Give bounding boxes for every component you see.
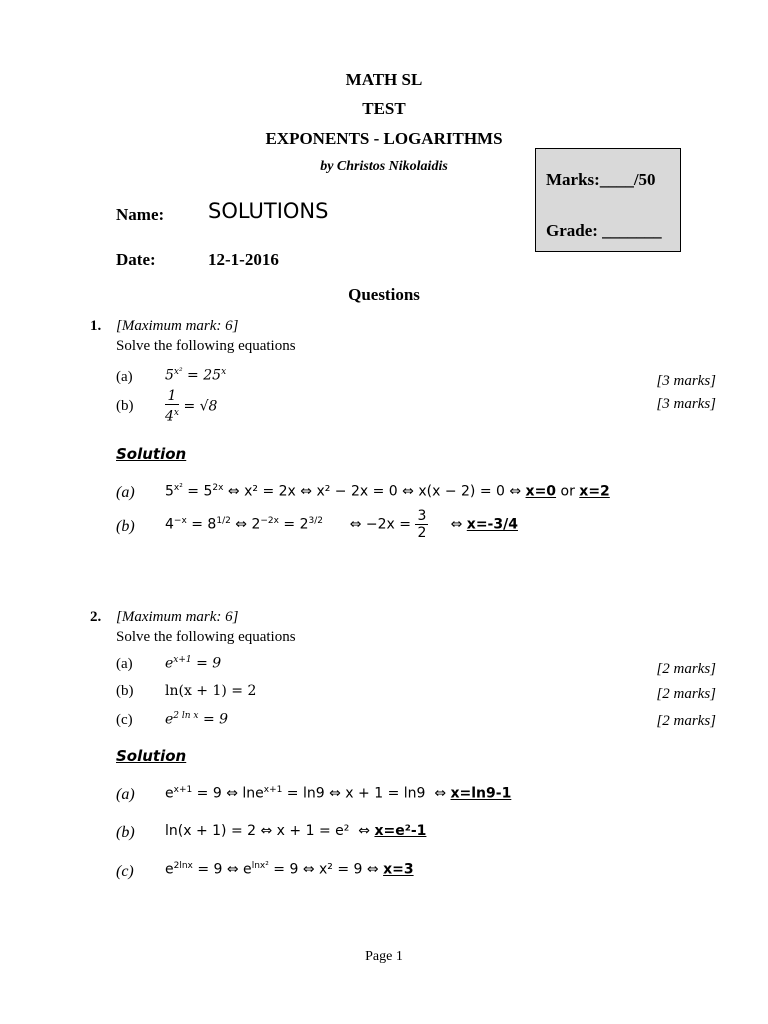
q2-max-mark: [Maximum mark: 6] <box>116 609 239 625</box>
q2-sol-a: $e^{x+1} = 9$ ⇔ lne$^{x+1}$ = ln9 ⇔ x + 1 = ln9 ⇔ x=ln9-1 <box>165 785 512 802</box>
date-value: 12-1-2016 <box>208 250 279 269</box>
q2-solution-heading: Solution <box>116 747 187 765</box>
date-label: Date: <box>116 250 156 269</box>
q1-sol-b: $4^{-x} = 8^{1/2}$ ⇔ $2^{-2x} = 2^{3/2}$ ⇔ −2x = $\frac{3}{2}$ ⇔ x=-3/4 <box>165 508 518 541</box>
q2c-label: (c) <box>116 712 133 728</box>
q1-instruction: Solve the following equations <box>116 338 296 354</box>
q2-instruction: Solve the following equations <box>116 629 296 645</box>
q2-sol-c-answer: x=3 <box>383 861 414 878</box>
page-number: Page 1 <box>365 949 403 964</box>
q1b-equation: $\frac{1}{4^x}$ = √8 <box>165 388 218 425</box>
q2-sol-c-label: (c) <box>116 863 134 880</box>
name-label: Name: <box>116 205 165 224</box>
q2c-equation: $e^{2 ln x} = 9$ <box>165 711 229 728</box>
q1-sol-a: $5^{x^2} = 5^{2x}$ ⇔ x² = 2x ⇔ x² − 2x = 0 ⇔ x(x − 2) = 0 ⇔ x=0 or x=2 <box>165 483 610 500</box>
q1-solution-heading: Solution <box>116 445 187 463</box>
q2a-label: (a) <box>116 656 133 672</box>
q1-sol-b-label: (b) <box>116 518 135 535</box>
course-title: MATH SL <box>345 70 423 89</box>
q2b-marks: [2 marks] <box>656 686 716 702</box>
marks-box <box>535 148 681 252</box>
grade-field: Grade: _______ <box>546 221 662 240</box>
q2-sol-a-answer: x=ln9-1 <box>450 785 512 802</box>
q2-sol-a-label: (a) <box>116 786 135 803</box>
q1b-marks: [3 marks] <box>656 396 716 412</box>
q1a-marks: [3 marks] <box>656 373 716 389</box>
q2b-equation: ln(x + 1) = 2 <box>165 683 257 699</box>
questions-heading: Questions <box>348 285 420 304</box>
q2-sol-c: $e^{2lnx} = 9$ ⇔ $e^{lnx^2} = 9$ ⇔ x² = 9 ⇔ x=3 <box>165 861 414 878</box>
marks-field: Marks:____/50 <box>546 170 656 189</box>
q1a-equation: $5^{x^2} = 25^x$ <box>165 367 227 384</box>
q1-sol-a-answer1: x=0 <box>525 483 557 500</box>
q1-sol-a-label: (a) <box>116 484 135 501</box>
q1-sol-a-or: or <box>560 483 575 500</box>
q2-sol-b-answer: x=e²-1 <box>374 823 427 839</box>
q1-max-mark: [Maximum mark: 6] <box>116 318 239 334</box>
q2-number: 2. <box>90 609 102 625</box>
q1-sol-a-answer2: x=2 <box>579 483 610 500</box>
q2a-equation: $e^{x+1} = 9$ <box>165 655 222 672</box>
q1a-label: (a) <box>116 369 133 385</box>
test-title: TEST <box>362 99 406 118</box>
q2c-marks: [2 marks] <box>656 713 716 729</box>
q1b-label: (b) <box>116 398 134 414</box>
q2-sol-b: ln(x + 1) = 2 ⇔ x + 1 = e² ⇔ x=e²-1 <box>165 823 427 839</box>
q2-sol-b-label: (b) <box>116 824 135 841</box>
author: by Christos Nikolaidis <box>320 159 448 174</box>
q2a-marks: [2 marks] <box>656 661 716 677</box>
q2b-label: (b) <box>116 683 134 699</box>
topic-title: EXPONENTS - LOGARITHMS <box>265 129 503 148</box>
q1-number: 1. <box>90 318 102 334</box>
q1-sol-b-answer: x=-3/4 <box>466 516 518 533</box>
name-value: SOLUTIONS <box>208 199 329 223</box>
